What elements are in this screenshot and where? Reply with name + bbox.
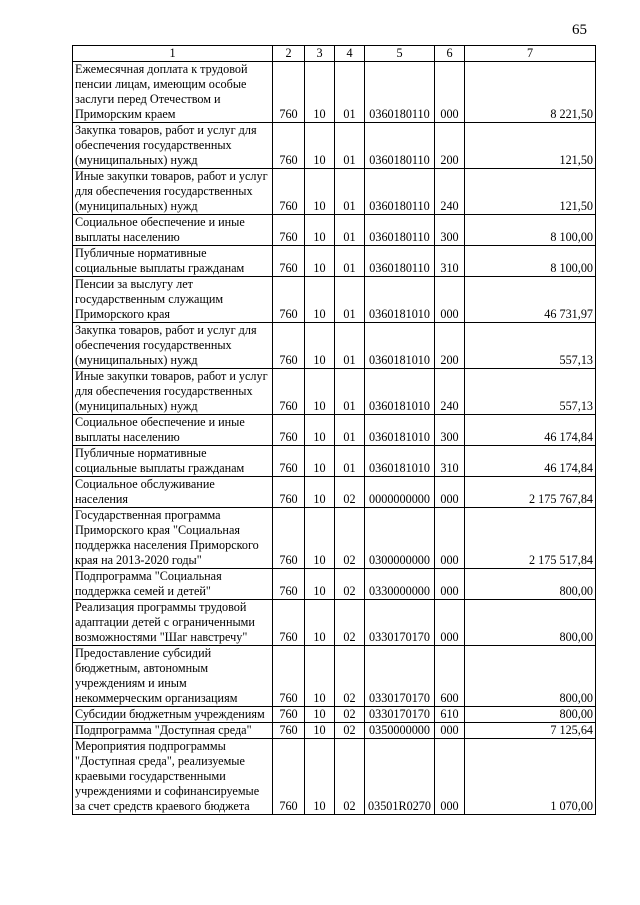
expense-type-cell: 000 (435, 600, 465, 646)
item-name-cell: Подпрограмма "Доступная среда" (73, 723, 273, 739)
ministry-code-cell: 760 (273, 169, 305, 215)
target-article-cell: 0330170170 (365, 600, 435, 646)
ministry-code-cell: 760 (273, 415, 305, 446)
subsection-code-cell: 01 (335, 415, 365, 446)
expense-type-cell: 240 (435, 369, 465, 415)
table-row (73, 446, 596, 477)
expense-type-cell: 000 (435, 723, 465, 739)
header-cell: 7 (465, 46, 596, 62)
section-code-cell: 10 (305, 707, 335, 723)
item-name-cell: Социальное обеспечение и иные выплаты населению (73, 415, 273, 446)
expense-type-cell: 000 (435, 477, 465, 508)
target-article-cell: 03501R0270 (365, 739, 435, 815)
budget-table (72, 45, 596, 815)
header-row (73, 46, 596, 62)
table-row (73, 277, 596, 323)
item-name-cell: Пенсии за выслугу лет государственным служащим Приморского края (73, 277, 273, 323)
ministry-code-cell: 760 (273, 739, 305, 815)
ministry-code-cell: 760 (273, 646, 305, 707)
target-article-cell: 0360180110 (365, 123, 435, 169)
table-row (73, 707, 596, 723)
amount-cell: 8 100,00 (465, 215, 596, 246)
item-name-cell: Публичные нормативные социальные выплаты гражданам (73, 246, 273, 277)
amount-cell: 121,50 (465, 169, 596, 215)
subsection-code-cell: 02 (335, 723, 365, 739)
expense-type-cell: 300 (435, 415, 465, 446)
ministry-code-cell: 760 (273, 369, 305, 415)
table-row (73, 508, 596, 569)
expense-type-cell: 300 (435, 215, 465, 246)
table-row (73, 369, 596, 415)
item-name-cell: Подпрограмма "Социальная поддержка семей и детей" (73, 569, 273, 600)
subsection-code-cell: 01 (335, 62, 365, 123)
section-code-cell: 10 (305, 600, 335, 646)
subsection-code-cell: 02 (335, 569, 365, 600)
amount-cell: 2 175 517,84 (465, 508, 596, 569)
ministry-code-cell: 760 (273, 246, 305, 277)
ministry-code-cell: 760 (273, 723, 305, 739)
amount-cell: 800,00 (465, 569, 596, 600)
target-article-cell: 0330000000 (365, 569, 435, 600)
ministry-code-cell: 760 (273, 62, 305, 123)
header-cell: 1 (73, 46, 273, 62)
expense-type-cell: 610 (435, 707, 465, 723)
item-name-cell: Реализация программы трудовой адаптации детей с ограниченными возможностями "Шаг навстречу" (73, 600, 273, 646)
target-article-cell: 0360181010 (365, 369, 435, 415)
subsection-code-cell: 01 (335, 215, 365, 246)
amount-cell: 800,00 (465, 600, 596, 646)
item-name-cell: Государственная программа Приморского края "Социальная поддержка населения Приморского края на 2013-2020 годы" (73, 508, 273, 569)
expense-type-cell: 200 (435, 323, 465, 369)
subsection-code-cell: 01 (335, 246, 365, 277)
table-row (73, 415, 596, 446)
table-row (73, 169, 596, 215)
section-code-cell: 10 (305, 723, 335, 739)
subsection-code-cell: 01 (335, 123, 365, 169)
amount-cell: 557,13 (465, 323, 596, 369)
item-name-cell: Предоставление субсидий бюджетным, автономным учреждениям и иным некоммерческим организациям (73, 646, 273, 707)
ministry-code-cell: 760 (273, 707, 305, 723)
amount-cell: 800,00 (465, 646, 596, 707)
expense-type-cell: 000 (435, 62, 465, 123)
target-article-cell: 0330170170 (365, 707, 435, 723)
table-row (73, 646, 596, 707)
item-name-cell: Субсидии бюджетным учреждениям (73, 707, 273, 723)
subsection-code-cell: 01 (335, 446, 365, 477)
section-code-cell: 10 (305, 646, 335, 707)
table-row (73, 215, 596, 246)
ministry-code-cell: 760 (273, 446, 305, 477)
amount-cell: 46 731,97 (465, 277, 596, 323)
expense-type-cell: 600 (435, 646, 465, 707)
amount-cell: 8 100,00 (465, 246, 596, 277)
subsection-code-cell: 02 (335, 739, 365, 815)
amount-cell: 2 175 767,84 (465, 477, 596, 508)
target-article-cell: 0360181010 (365, 415, 435, 446)
ministry-code-cell: 760 (273, 508, 305, 569)
section-code-cell: 10 (305, 508, 335, 569)
target-article-cell: 0300000000 (365, 508, 435, 569)
target-article-cell: 0360180110 (365, 246, 435, 277)
section-code-cell: 10 (305, 123, 335, 169)
expense-type-cell: 000 (435, 739, 465, 815)
subsection-code-cell: 01 (335, 369, 365, 415)
expense-type-cell: 000 (435, 277, 465, 323)
subsection-code-cell: 02 (335, 508, 365, 569)
section-code-cell: 10 (305, 323, 335, 369)
expense-type-cell: 000 (435, 508, 465, 569)
amount-cell: 46 174,84 (465, 415, 596, 446)
item-name-cell: Ежемесячная доплата к трудовой пенсии лицам, имеющим особые заслуги перед Отечеством и Приморским краем (73, 62, 273, 123)
section-code-cell: 10 (305, 62, 335, 123)
ministry-code-cell: 760 (273, 277, 305, 323)
target-article-cell: 0000000000 (365, 477, 435, 508)
subsection-code-cell: 01 (335, 323, 365, 369)
subsection-code-cell: 01 (335, 169, 365, 215)
target-article-cell: 0360180110 (365, 169, 435, 215)
item-name-cell: Иные закупки товаров, работ и услуг для обеспечения государственных (муниципальных) нужд (73, 169, 273, 215)
section-code-cell: 10 (305, 739, 335, 815)
ministry-code-cell: 760 (273, 215, 305, 246)
section-code-cell: 10 (305, 369, 335, 415)
item-name-cell: Иные закупки товаров, работ и услуг для обеспечения государственных (муниципальных) нужд (73, 369, 273, 415)
expense-type-cell: 240 (435, 169, 465, 215)
expense-type-cell: 310 (435, 446, 465, 477)
header-cell: 5 (365, 46, 435, 62)
amount-cell: 121,50 (465, 123, 596, 169)
table-row (73, 600, 596, 646)
item-name-cell: Закупка товаров, работ и услуг для обеспечения государственных (муниципальных) нужд (73, 323, 273, 369)
section-code-cell: 10 (305, 569, 335, 600)
item-name-cell: Закупка товаров, работ и услуг для обеспечения государственных (муниципальных) нужд (73, 123, 273, 169)
amount-cell: 1 070,00 (465, 739, 596, 815)
ministry-code-cell: 760 (273, 323, 305, 369)
table-row (73, 569, 596, 600)
expense-type-cell: 310 (435, 246, 465, 277)
section-code-cell: 10 (305, 215, 335, 246)
target-article-cell: 0360181010 (365, 277, 435, 323)
expense-type-cell: 000 (435, 569, 465, 600)
target-article-cell: 0360180110 (365, 215, 435, 246)
section-code-cell: 10 (305, 246, 335, 277)
target-article-cell: 0360181010 (365, 323, 435, 369)
subsection-code-cell: 02 (335, 707, 365, 723)
section-code-cell: 10 (305, 477, 335, 508)
subsection-code-cell: 02 (335, 600, 365, 646)
header-cell: 4 (335, 46, 365, 62)
item-name-cell: Мероприятия подпрограммы "Доступная среда", реализуемые краевыми государственными учреждениями и софинансируемые за счет средств краевого бюджета (73, 739, 273, 815)
amount-cell: 46 174,84 (465, 446, 596, 477)
table-row (73, 123, 596, 169)
expense-type-cell: 200 (435, 123, 465, 169)
table-row (73, 477, 596, 508)
section-code-cell: 10 (305, 277, 335, 323)
header-cell: 6 (435, 46, 465, 62)
target-article-cell: 0360180110 (365, 62, 435, 123)
item-name-cell: Социальное обеспечение и иные выплаты населению (73, 215, 273, 246)
table-row (73, 246, 596, 277)
section-code-cell: 10 (305, 169, 335, 215)
table-row (73, 323, 596, 369)
amount-cell: 557,13 (465, 369, 596, 415)
target-article-cell: 0330170170 (365, 646, 435, 707)
subsection-code-cell: 02 (335, 477, 365, 508)
subsection-code-cell: 01 (335, 277, 365, 323)
amount-cell: 800,00 (465, 707, 596, 723)
target-article-cell: 0360181010 (365, 446, 435, 477)
subsection-code-cell: 02 (335, 646, 365, 707)
section-code-cell: 10 (305, 446, 335, 477)
item-name-cell: Публичные нормативные социальные выплаты гражданам (73, 446, 273, 477)
table-row (73, 62, 596, 123)
ministry-code-cell: 760 (273, 123, 305, 169)
table-row (73, 723, 596, 739)
amount-cell: 7 125,64 (465, 723, 596, 739)
section-code-cell: 10 (305, 415, 335, 446)
ministry-code-cell: 760 (273, 600, 305, 646)
amount-cell: 8 221,50 (465, 62, 596, 123)
ministry-code-cell: 760 (273, 477, 305, 508)
target-article-cell: 0350000000 (365, 723, 435, 739)
header-cell: 3 (305, 46, 335, 62)
item-name-cell: Социальное обслуживание населения (73, 477, 273, 508)
page-number: 65 (572, 22, 587, 38)
table-row (73, 739, 596, 815)
ministry-code-cell: 760 (273, 569, 305, 600)
header-cell: 2 (273, 46, 305, 62)
